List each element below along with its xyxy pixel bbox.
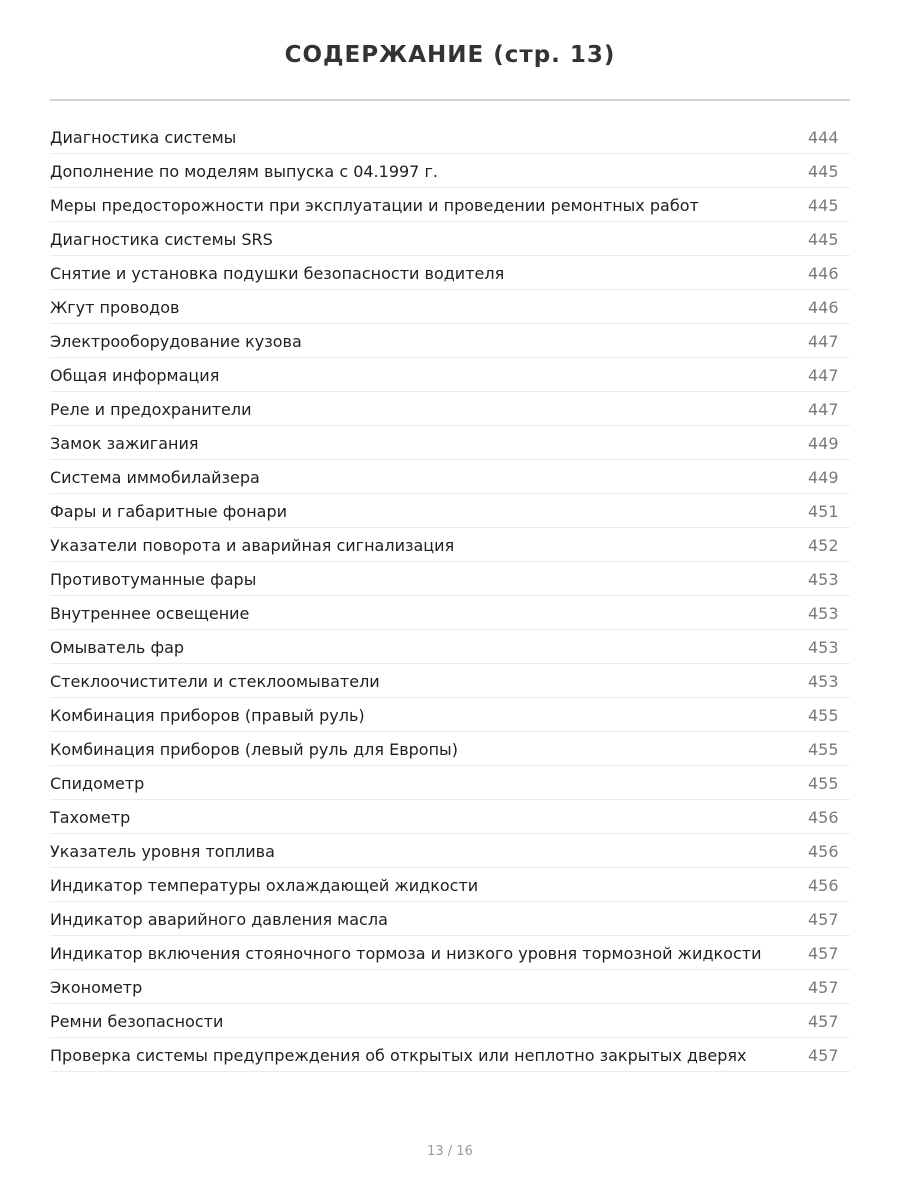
- toc-entry-title: Фары и габаритные фонари: [50, 501, 288, 521]
- toc-entry-title: Система иммобилайзера: [50, 467, 260, 487]
- toc-entry[interactable]: [50, 562, 850, 596]
- toc-entry-page-number: 456: [808, 875, 839, 895]
- toc-entry-title: Комбинация приборов (левый руль для Европы): [50, 739, 458, 759]
- toc-entry-title: Реле и предохранители: [50, 399, 252, 419]
- toc-entry-page-number: 457: [808, 1011, 839, 1031]
- toc-entry-title: Комбинация приборов (правый руль): [50, 705, 365, 725]
- toc-entry-page-number: 445: [808, 195, 839, 215]
- toc-entry[interactable]: [50, 834, 850, 868]
- page-title: СОДЕРЖАНИЕ (стр. 13): [284, 42, 616, 68]
- toc-entry-title: Ремни безопасности: [50, 1011, 224, 1031]
- toc-entry-page-number: 453: [808, 603, 839, 623]
- toc-entry-title: Эконометр: [50, 977, 143, 997]
- toc-entry[interactable]: [50, 732, 850, 766]
- toc-entry[interactable]: [50, 256, 850, 290]
- toc-entry-page-number: 453: [808, 569, 839, 589]
- toc-entry[interactable]: [50, 630, 850, 664]
- toc-entry[interactable]: [50, 800, 850, 834]
- toc-entry[interactable]: [50, 766, 850, 800]
- toc-entry-title: Противотуманные фары: [50, 569, 257, 589]
- toc-entry-page-number: 446: [808, 263, 839, 283]
- toc-entry[interactable]: [50, 528, 850, 562]
- toc-entry-title: Указатели поворота и аварийная сигнализация: [50, 535, 455, 555]
- toc-entry[interactable]: [50, 392, 850, 426]
- toc-entry-page-number: 457: [808, 909, 839, 929]
- toc-entry-page-number: 449: [808, 433, 839, 453]
- toc-entry-page-number: 456: [808, 841, 839, 861]
- toc-entry-title: Замок зажигания: [50, 433, 199, 453]
- toc-entry[interactable]: [50, 868, 850, 902]
- toc-entry-title: Стеклоочистители и стеклоомыватели: [50, 671, 380, 691]
- toc-entry[interactable]: [50, 698, 850, 732]
- toc-entry[interactable]: [50, 664, 850, 698]
- toc-entry[interactable]: [50, 426, 850, 460]
- page-counter: 13 / 16: [427, 1144, 473, 1159]
- toc-entry[interactable]: [50, 596, 850, 630]
- toc-entry-page-number: 446: [808, 297, 839, 317]
- toc-entry-page-number: 447: [808, 365, 839, 385]
- toc-entry-title: Электрооборудование кузова: [50, 331, 302, 351]
- toc-entry-title: Снятие и установка подушки безопасности водителя: [50, 263, 505, 283]
- toc-entry-page-number: 451: [808, 501, 839, 521]
- toc-entry-title: Дополнение по моделям выпуска с 04.1997 г.: [50, 161, 438, 181]
- toc-entry-page-number: 445: [808, 161, 839, 181]
- toc-entry-title: Меры предосторожности при эксплуатации и проведении ремонтных работ: [50, 195, 699, 215]
- toc-entry[interactable]: [50, 970, 850, 1004]
- toc-entry[interactable]: [50, 222, 850, 256]
- toc-entry-page-number: 453: [808, 637, 839, 657]
- toc-entry[interactable]: [50, 1004, 850, 1038]
- toc-entry-title: Проверка системы предупреждения об открытых или неплотно закрытых дверях: [50, 1045, 747, 1065]
- toc-entry-page-number: 447: [808, 399, 839, 419]
- toc-entry-title: Внутреннее освещение: [50, 603, 250, 623]
- toc-entry[interactable]: [50, 494, 850, 528]
- toc-entry-title: Омыватель фар: [50, 637, 185, 657]
- toc-entry-page-number: 457: [808, 943, 839, 963]
- toc-entry-page-number: 449: [808, 467, 839, 487]
- toc-entry-page-number: 455: [808, 773, 839, 793]
- toc-entry[interactable]: [50, 1038, 850, 1072]
- toc-entry-page-number: 457: [808, 1045, 839, 1065]
- toc-entry[interactable]: [50, 936, 850, 970]
- toc-entry-page-number: 445: [808, 229, 839, 249]
- toc-entry[interactable]: [50, 902, 850, 936]
- toc-entry-page-number: 457: [808, 977, 839, 997]
- toc-entry-title: Диагностика системы: [50, 127, 237, 147]
- toc-entry-title: Спидометр: [50, 773, 145, 793]
- toc-entry-title: Диагностика системы SRS: [50, 229, 273, 249]
- toc-entry[interactable]: [50, 188, 850, 222]
- toc-entry-page-number: 456: [808, 807, 839, 827]
- toc-entry-title: Индикатор аварийного давления масла: [50, 909, 388, 929]
- toc-entry-page-number: 447: [808, 331, 839, 351]
- toc-entry-page-number: 452: [808, 535, 839, 555]
- toc-entry-page-number: 455: [808, 705, 839, 725]
- title-divider: [50, 99, 850, 101]
- toc-entry-title: Индикатор температуры охлаждающей жидкости: [50, 875, 479, 895]
- toc-entry[interactable]: [50, 324, 850, 358]
- toc-entry-page-number: 444: [808, 127, 839, 147]
- toc-entry-page-number: 453: [808, 671, 839, 691]
- toc-list: [50, 120, 850, 1072]
- toc-entry-page-number: 455: [808, 739, 839, 759]
- toc-entry[interactable]: [50, 154, 850, 188]
- toc-entry-title: Указатель уровня топлива: [50, 841, 275, 861]
- toc-entry-title: Жгут проводов: [50, 297, 180, 317]
- toc-entry-title: Общая информация: [50, 365, 220, 385]
- toc-entry[interactable]: [50, 120, 850, 154]
- toc-entry-title: Индикатор включения стояночного тормоза и низкого уровня тормозной жидкости: [50, 943, 762, 963]
- toc-entry[interactable]: [50, 460, 850, 494]
- toc-entry[interactable]: [50, 290, 850, 324]
- toc-entry[interactable]: [50, 358, 850, 392]
- toc-entry-title: Тахометр: [50, 807, 131, 827]
